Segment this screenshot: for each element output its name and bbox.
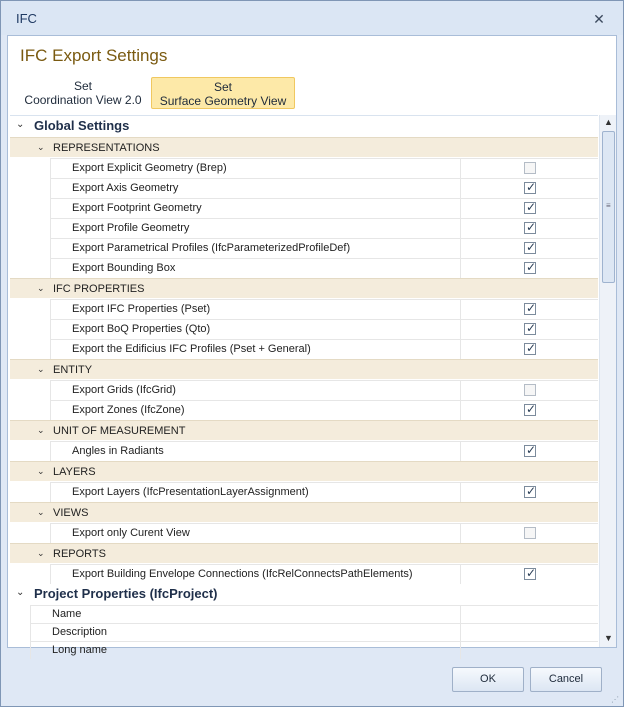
setting-row	[10, 178, 598, 198]
setting-label: Export BoQ Properties (Qto)	[72, 323, 211, 335]
setting-label: Export Building Envelope Connections (IfcRelConnectsPathElements)	[72, 568, 413, 580]
set-surface-geometry-view-button[interactable]	[151, 77, 295, 109]
collapse-chevron-icon[interactable]: ⌄	[37, 425, 45, 435]
grip-icon: ≡	[606, 201, 611, 210]
set-coordination-view-line2: Coordination View 2.0	[24, 93, 142, 107]
category-project-properties[interactable]	[10, 584, 598, 604]
collapse-chevron-icon[interactable]: ⌄	[37, 283, 45, 293]
title-bar	[1, 1, 623, 35]
setting-checkbox[interactable]	[524, 323, 536, 335]
setting-row	[10, 482, 598, 502]
vertical-scrollbar[interactable]	[599, 115, 616, 647]
check-mark-icon: ✓	[526, 301, 537, 315]
setting-checkbox[interactable]	[524, 262, 536, 274]
dialog-heading: IFC Export Settings	[20, 46, 168, 65]
setting-row	[10, 238, 598, 258]
check-mark-icon: ✓	[526, 566, 537, 580]
window-title: IFC	[16, 11, 37, 26]
check-mark-icon: ✓	[526, 341, 537, 355]
setting-label: Export Zones (IfcZone)	[72, 404, 185, 416]
section-views[interactable]	[10, 502, 598, 522]
check-mark-icon: ✓	[526, 180, 537, 194]
setting-checkbox[interactable]	[524, 486, 536, 498]
collapse-chevron-icon[interactable]: ⌄	[16, 587, 25, 598]
collapse-chevron-icon[interactable]: ⌄	[37, 364, 45, 374]
scroll-down-arrow-icon[interactable]: ▼	[604, 633, 613, 643]
setting-row	[10, 319, 598, 339]
setting-row	[10, 299, 598, 319]
property-row-description[interactable]	[10, 623, 598, 643]
setting-label: Export Parametrical Profiles (IfcParameterizedProfileDef)	[72, 242, 351, 254]
check-mark-icon: ✓	[526, 402, 537, 416]
property-label: Name	[52, 608, 82, 620]
setting-label: Export Profile Geometry	[72, 222, 190, 234]
section-label: ENTITY	[53, 364, 93, 376]
setting-label: Export Bounding Box	[72, 262, 176, 274]
setting-checkbox[interactable]	[524, 404, 536, 416]
setting-checkbox[interactable]	[524, 568, 536, 580]
setting-row	[10, 380, 598, 400]
check-mark-icon: ✓	[526, 240, 537, 254]
set-coordination-view-button[interactable]	[16, 77, 150, 109]
property-value[interactable]	[461, 623, 598, 641]
check-mark-icon: ✓	[526, 260, 537, 274]
setting-label: Export Footprint Geometry	[72, 202, 202, 214]
section-reports[interactable]	[10, 543, 598, 563]
setting-label: Export Axis Geometry	[72, 182, 179, 194]
category-label: Global Settings	[34, 118, 130, 133]
category-global-settings[interactable]	[10, 116, 598, 136]
section-representations[interactable]	[10, 137, 598, 157]
collapse-chevron-icon[interactable]: ⌄	[37, 466, 45, 476]
collapse-chevron-icon[interactable]: ⌄	[16, 119, 25, 130]
property-label: Long name	[52, 644, 108, 656]
setting-checkbox[interactable]	[524, 242, 536, 254]
check-mark-icon: ✓	[526, 321, 537, 335]
setting-row	[10, 441, 598, 461]
set-surface-geometry-view-line1: Set	[213, 80, 232, 94]
section-ifc-properties[interactable]	[10, 278, 598, 298]
dialog-panel	[7, 35, 617, 656]
set-coordination-view-line1: Set	[73, 79, 92, 93]
setting-checkbox[interactable]	[524, 343, 536, 355]
ok-button[interactable]: OK	[452, 667, 524, 692]
scroll-thumb[interactable]	[602, 131, 615, 283]
setting-row	[10, 158, 598, 178]
check-mark-icon: ✓	[526, 484, 537, 498]
section-unit-of-measurement[interactable]	[10, 420, 598, 440]
section-label: VIEWS	[53, 507, 89, 519]
scroll-up-arrow-icon[interactable]: ▲	[604, 117, 613, 127]
setting-checkbox[interactable]	[524, 303, 536, 315]
check-mark-icon: ✓	[526, 200, 537, 214]
close-icon[interactable]: ✕	[593, 11, 605, 27]
setting-label: Export only Curent View	[72, 527, 190, 539]
property-label: Description	[52, 626, 108, 638]
setting-checkbox[interactable]	[524, 182, 536, 194]
section-label: IFC PROPERTIES	[53, 283, 145, 295]
setting-checkbox[interactable]	[524, 162, 536, 174]
setting-row	[10, 564, 598, 584]
resize-grip-icon[interactable]: ⋰	[611, 695, 619, 704]
setting-checkbox[interactable]	[524, 384, 536, 396]
cancel-button[interactable]: Cancel	[530, 667, 602, 692]
property-row-name[interactable]	[10, 605, 598, 625]
property-value[interactable]	[461, 605, 598, 623]
check-mark-icon: ✓	[526, 443, 537, 457]
category-label: Project Properties (IfcProject)	[34, 586, 218, 601]
section-layers[interactable]	[10, 461, 598, 481]
setting-row	[10, 400, 598, 420]
setting-checkbox[interactable]	[524, 222, 536, 234]
collapse-chevron-icon[interactable]: ⌄	[37, 507, 45, 517]
setting-label: Export the Edificius IFC Profiles (Pset + General)	[72, 343, 311, 355]
setting-checkbox[interactable]	[524, 527, 536, 539]
set-surface-geometry-view-line2: Surface Geometry View	[159, 94, 287, 108]
setting-row	[10, 523, 598, 543]
setting-label: Export Layers (IfcPresentationLayerAssignment)	[72, 486, 309, 498]
section-entity[interactable]	[10, 359, 598, 379]
setting-label: Angles in Radiants	[72, 445, 164, 457]
property-row-long-name[interactable]	[10, 641, 598, 661]
setting-row	[10, 218, 598, 238]
setting-row	[10, 339, 598, 359]
setting-checkbox[interactable]	[524, 202, 536, 214]
setting-row	[10, 198, 598, 218]
setting-checkbox[interactable]	[524, 445, 536, 457]
section-label: LAYERS	[53, 466, 96, 478]
setting-label: Export Grids (IfcGrid)	[72, 384, 176, 396]
collapse-chevron-icon[interactable]: ⌄	[37, 548, 45, 558]
section-label: UNIT OF MEASUREMENT	[53, 425, 186, 437]
setting-label: Export Explicit Geometry (Brep)	[72, 162, 227, 174]
collapse-chevron-icon[interactable]: ⌄	[37, 142, 45, 152]
property-value[interactable]	[461, 641, 598, 659]
section-label: REPORTS	[53, 548, 106, 560]
setting-label: Export IFC Properties (Pset)	[72, 303, 211, 315]
section-label: REPRESENTATIONS	[53, 142, 160, 154]
setting-row	[10, 258, 598, 278]
settings-property-grid	[10, 115, 598, 656]
check-mark-icon: ✓	[526, 220, 537, 234]
